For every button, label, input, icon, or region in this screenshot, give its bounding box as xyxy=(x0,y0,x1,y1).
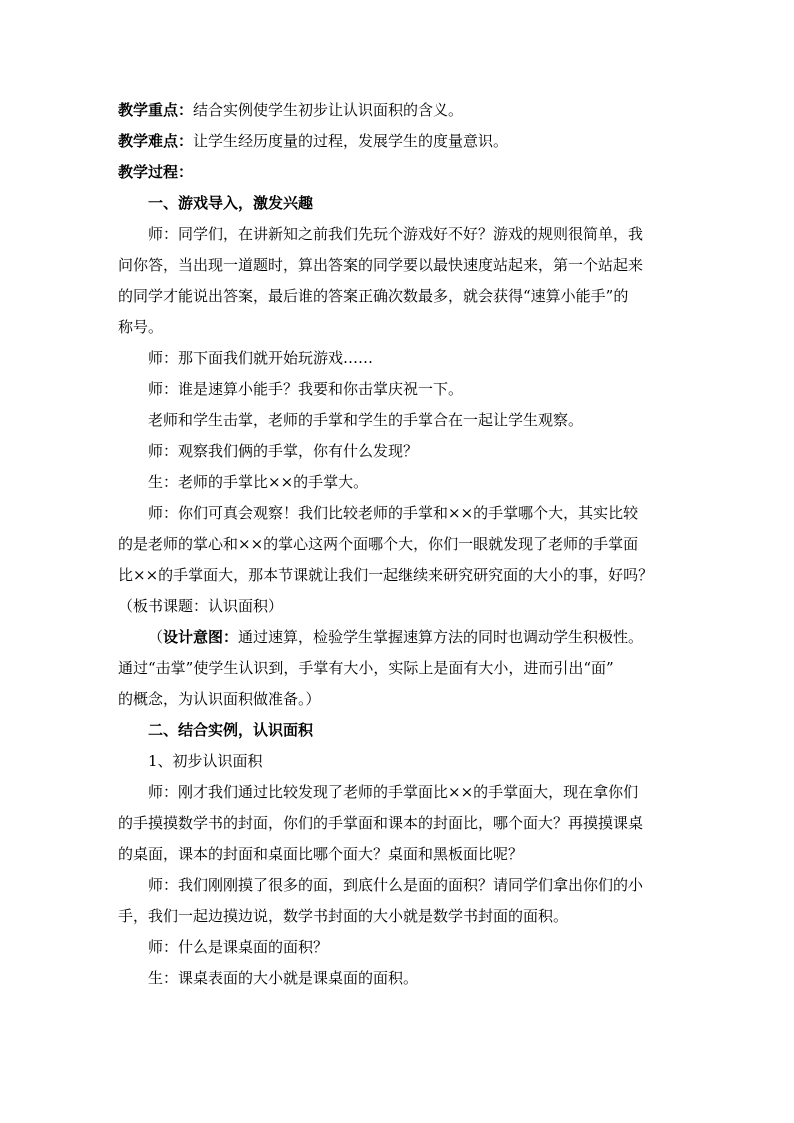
design-intent-label: 设计意图： xyxy=(163,628,239,646)
paragraph-line: 的同学才能说出答案，最后谁的答案正确次数最多，就会获得“速算小能手”的 xyxy=(118,287,629,305)
process-label: 教学过程： xyxy=(118,163,194,181)
dialogue-line-play: 师：那下面我们就开始玩游戏…… xyxy=(148,349,374,367)
key-point-paragraph xyxy=(118,95,678,126)
section1-heading: 一、游戏导入，激发兴趣 xyxy=(148,194,314,212)
paragraph-line: 的概念，为认识面积做准备。） xyxy=(118,690,321,708)
dialogue-line-clap: 老师和学生击掌，老师的手掌和学生的手掌合在一起让学生观察。 xyxy=(148,411,584,429)
section2-subheading: 1、初步认识面积 xyxy=(148,752,263,770)
paragraph-line: 的桌面，课本的封面和桌面比哪个面大？桌面和黑板面比呢？ xyxy=(118,845,524,863)
paragraph-line: 通过“击掌”使学生认识到，手掌有大小，实际上是面有大小，进而引出“面” xyxy=(118,659,614,677)
design-intent-text: 通过速算，检验学生掌握速算方法的同时也调动学生积极性。 xyxy=(238,628,644,646)
paragraph-line: 师：刚才我们通过比较发现了老师的手掌面比××的手掌面大，现在拿你们 xyxy=(148,783,639,801)
key-point-label: 教学重点： xyxy=(118,101,194,119)
paragraph-line: 的是老师的掌心和××的掌心这两个面哪个大，你们一眼就发现了老师的手掌面 xyxy=(118,535,639,553)
dialogue-line-question: 师：什么是课桌面的面积？ xyxy=(148,938,329,956)
paragraph-line: 的手摸摸数学书的封面，你们的手掌面和课本的封面比，哪个面大？再摸摸课桌 xyxy=(118,814,644,832)
paragraph-line: 问你答，当出现一道题时，算出答案的同学要以最快速度站起来，第一个站起来 xyxy=(118,256,644,274)
dialogue-line-answer: 生：课桌表面的大小就是课桌面的面积。 xyxy=(148,969,419,987)
difficulty-text: 让学生经历度量的过程，发展学生的度量意识。 xyxy=(193,132,509,150)
difficulty-paragraph xyxy=(118,126,678,157)
paragraph-line: 手，我们一起边摸边说，数学书封面的大小就是数学书封面的面积。 xyxy=(118,907,569,925)
dialogue-line-who: 师：谁是速算小能手？我要和你击掌庆祝一下。 xyxy=(148,380,464,398)
difficulty-label: 教学难点： xyxy=(118,132,194,150)
design-intent-paragraph: （设计意图：通过速算，检验学生掌握速算方法的同时也调动学生积极性。 xyxy=(148,628,644,646)
paragraph-line: 师：你们可真会观察！我们比较老师的手掌和××的手掌哪个大，其实比较 xyxy=(148,504,639,522)
section2-heading: 二、结合实例，认识面积 xyxy=(148,721,314,739)
paragraph-line: 比××的手掌面大，那本节课就让我们一起继续来研究研究面的大小的事，好吗？ xyxy=(118,566,654,584)
paragraph-line: （板书课题：认识面积） xyxy=(118,597,284,615)
key-point-text: 结合实例使学生初步让认识面积的含义。 xyxy=(193,101,464,119)
paragraph-line: 师：同学们，在讲新知之前我们先玩个游戏好不好？游戏的规则很简单，我 xyxy=(148,225,644,243)
lesson-plan-body xyxy=(118,95,678,994)
paragraph-line: 师：我们刚刚摸了很多的面，到底什么是面的面积？请同学们拿出你们的小 xyxy=(148,876,644,894)
paragraph-line: 称号。 xyxy=(118,318,164,336)
dialogue-line-observe: 师：观察我们俩的手掌，你有什么发现？ xyxy=(148,442,419,460)
dialogue-line-student: 生：老师的手掌比××的手掌大。 xyxy=(148,473,369,491)
